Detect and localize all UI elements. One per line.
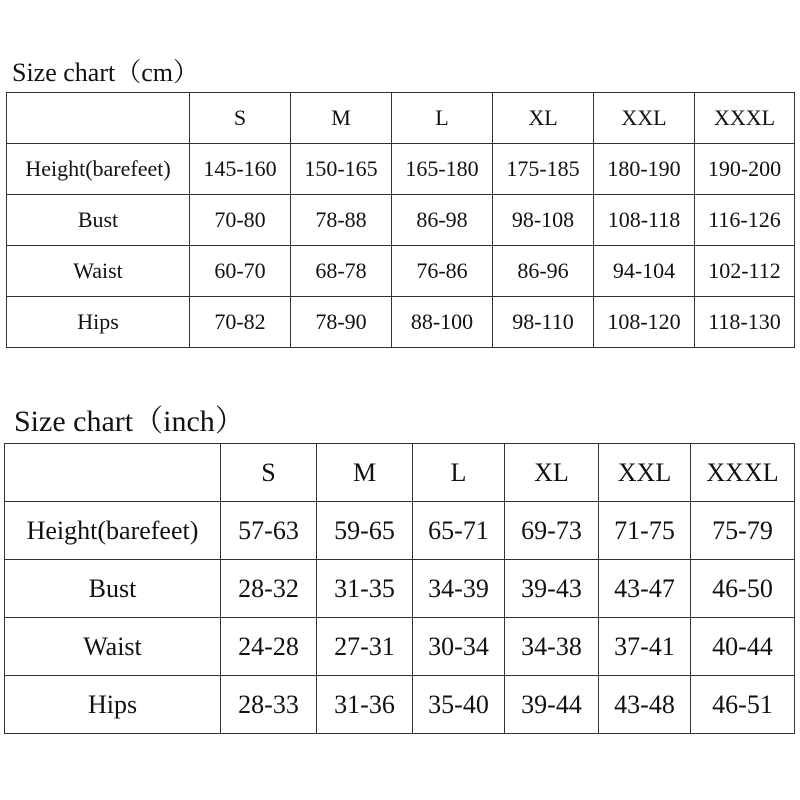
table-cell: 165-180	[392, 144, 493, 195]
header-cell-xxl: XXL	[594, 93, 695, 144]
table-header-row	[5, 444, 795, 502]
table-cell: 88-100	[392, 297, 493, 348]
table-cell: 34-38	[505, 618, 599, 676]
row-label: Height(barefeet)	[5, 502, 221, 560]
table-cell: 65-71	[413, 502, 505, 560]
table-cell: 24-28	[221, 618, 317, 676]
table-cell: 190-200	[695, 144, 795, 195]
row-label: Bust	[5, 560, 221, 618]
table-header-row	[7, 93, 795, 144]
table-cell: 34-39	[413, 560, 505, 618]
table-cell: 75-79	[691, 502, 795, 560]
table-cell: 30-34	[413, 618, 505, 676]
header-cell-empty	[7, 93, 190, 144]
row-label: Hips	[5, 676, 221, 734]
table-cell: 71-75	[599, 502, 691, 560]
table-row-height	[5, 502, 795, 560]
table-cell: 86-96	[493, 246, 594, 297]
table-row-waist	[5, 618, 795, 676]
header-cell-l: L	[413, 444, 505, 502]
size-chart-inch-title: Size chart（inch）	[14, 405, 245, 438]
table-cell: 39-43	[505, 560, 599, 618]
table-cell: 43-48	[599, 676, 691, 734]
header-cell-m: M	[291, 93, 392, 144]
table-row-bust	[5, 560, 795, 618]
table-cell: 39-44	[505, 676, 599, 734]
table-cell: 98-108	[493, 195, 594, 246]
table-cell: 145-160	[190, 144, 291, 195]
table-cell: 76-86	[392, 246, 493, 297]
table-cell: 31-36	[317, 676, 413, 734]
table-cell: 118-130	[695, 297, 795, 348]
table-cell: 28-32	[221, 560, 317, 618]
table-cell: 70-80	[190, 195, 291, 246]
table-cell: 102-112	[695, 246, 795, 297]
table-row-height	[7, 144, 795, 195]
size-chart-cm-title: Size chart（cm）	[12, 58, 199, 87]
header-cell-xxxl: XXXL	[695, 93, 795, 144]
table-cell: 78-90	[291, 297, 392, 348]
table-cell: 70-82	[190, 297, 291, 348]
header-cell-m: M	[317, 444, 413, 502]
table-cell: 78-88	[291, 195, 392, 246]
row-label: Bust	[7, 195, 190, 246]
size-chart-inch-table	[4, 443, 795, 734]
header-cell-empty	[5, 444, 221, 502]
table-row-hips	[7, 297, 795, 348]
row-label: Hips	[7, 297, 190, 348]
table-row-hips	[5, 676, 795, 734]
table-cell: 98-110	[493, 297, 594, 348]
header-cell-s: S	[221, 444, 317, 502]
table-cell: 86-98	[392, 195, 493, 246]
table-cell: 46-50	[691, 560, 795, 618]
table-cell: 27-31	[317, 618, 413, 676]
table-cell: 37-41	[599, 618, 691, 676]
table-cell: 108-118	[594, 195, 695, 246]
table-cell: 108-120	[594, 297, 695, 348]
table-cell: 43-47	[599, 560, 691, 618]
table-cell: 59-65	[317, 502, 413, 560]
table-cell: 180-190	[594, 144, 695, 195]
table-cell: 175-185	[493, 144, 594, 195]
table-cell: 60-70	[190, 246, 291, 297]
table-cell: 94-104	[594, 246, 695, 297]
table-cell: 57-63	[221, 502, 317, 560]
table-cell: 116-126	[695, 195, 795, 246]
table-cell: 40-44	[691, 618, 795, 676]
header-cell-l: L	[392, 93, 493, 144]
header-cell-s: S	[190, 93, 291, 144]
table-row-waist	[7, 246, 795, 297]
table-cell: 35-40	[413, 676, 505, 734]
table-cell: 28-33	[221, 676, 317, 734]
table-cell: 68-78	[291, 246, 392, 297]
row-label: Waist	[5, 618, 221, 676]
size-chart-cm-table	[6, 92, 795, 348]
row-label: Waist	[7, 246, 190, 297]
table-cell: 46-51	[691, 676, 795, 734]
header-cell-xl: XL	[493, 93, 594, 144]
table-cell: 69-73	[505, 502, 599, 560]
table-cell: 150-165	[291, 144, 392, 195]
table-row-bust	[7, 195, 795, 246]
table-cell: 31-35	[317, 560, 413, 618]
header-cell-xxl: XXL	[599, 444, 691, 502]
header-cell-xl: XL	[505, 444, 599, 502]
row-label: Height(barefeet)	[7, 144, 190, 195]
header-cell-xxxl: XXXL	[691, 444, 795, 502]
